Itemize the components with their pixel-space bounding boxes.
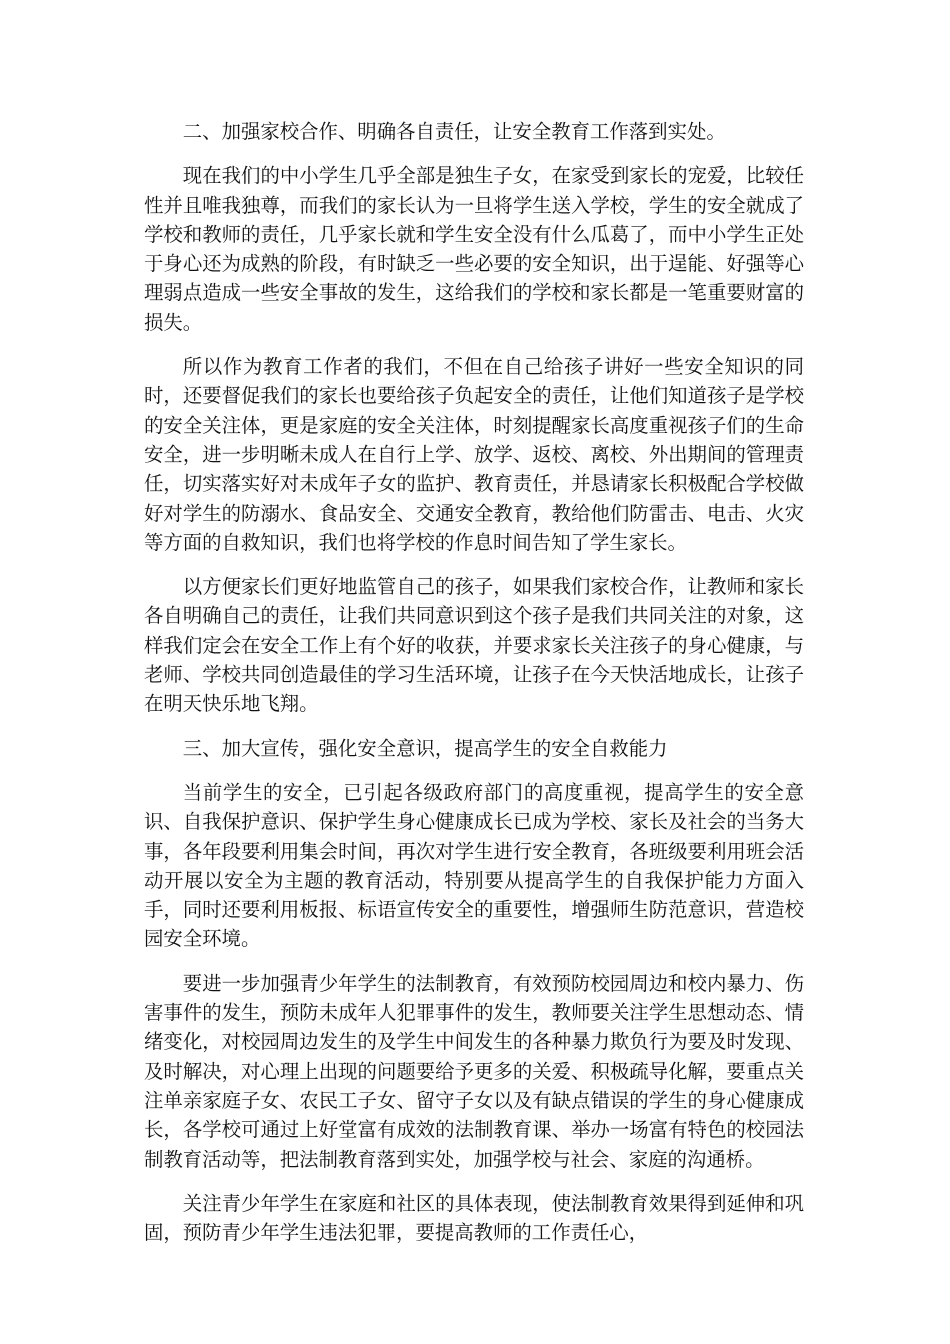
paragraph: 关注青少年学生在家庭和社区的具体表现，使法制教育效果得到延伸和巩固，预防青少年学生违法犯罪，要提高教师的工作责任心， (144, 1191, 804, 1245)
paragraph: 要进一步加强青少年学生的法制教育，有效预防校园周边和校内暴力、伤害事件的发生，预防未成年人犯罪事件的发生，教师要关注学生思想动态、情绪变化，对校园周边发生的及学生中间发生的各种暴力欺负行为要及时发现、及时解决，对心理上出现的问题要给予更多的关爱、积极疏导化解，要重点关注单亲家庭子女、农民工子女、留守子女以及有缺点错误的学生的身心健康成长，各学校可通过上好堂富有成效的法制教育课、举办一场富有特色的校园法制教育活动等，把法制教育落到实处，加强学校与社会、家庭的沟通桥。 (144, 971, 804, 1171)
document-body (144, 117, 804, 1262)
paragraph: 以方便家长们更好地监管自己的孩子，如果我们家校合作，让教师和家长各自明确自己的责任，让我们共同意识到这个孩子是我们共同关注的对象，这样我们定会在安全工作上有个好的收获，并要求家长关注孩子的身心健康，与老师、学校共同创造最佳的学习生活环境，让孩子在今天快活地成长，让孩子在明天快乐地飞翔。 (144, 575, 804, 716)
section-heading-3: 三、加大宣传，强化安全意识，提高学生的安全自救能力 (182, 736, 668, 760)
section-heading-2: 二、加强家校合作、明确各自责任，让安全教育工作落到实处。 (182, 120, 726, 143)
paragraph: 所以作为教育工作者的我们，不但在自己给孩子讲好一些安全知识的同时，还要督促我们的家长也要给孩子负起安全的责任，让他们知道孩子是学校的安全关注体，更是家庭的安全关注体，时刻提醒家长高度重视孩子们的生命安全，进一步明晰未成人在自行上学、放学、返校、离校、外出期间的管理责任，切实落实好对未成年子女的监护、教育责任，并恳请家长积极配合学校做好对学生的防溺水、食品安全、交通安全教育，教给他们防雷击、电击、火灾等方面的自救知识，我们也将学校的作息时间告知了学生家长。 (144, 355, 804, 554)
paragraph: 现在我们的中小学生几乎全部是独生子女，在家受到家长的宠爱，比较任性并且唯我独尊，而我们的家长认为一旦将学生送入学校，学生的安全就成了学校和教师的责任，几乎家长就和学生安全没有什么瓜葛了，而中小学生正处于身心还为成熟的阶段，有时缺乏一些必要的安全知识，出于逞能、好强等心理弱点造成一些安全事故的发生，这给我们的学校和家长都是一笔重要财富的损失。 (144, 164, 804, 334)
paragraph: 当前学生的安全，已引起各级政府部门的高度重视，提高学生的安全意识、自我保护意识、保护学生身心健康成长已成为学校、家长及社会的当务大事，各年段要利用集会时间，再次对学生进行安全教育，各班级要利用班会活动开展以安全为主题的教育活动，特别要从提高学生的自我保护能力方面入手，同时还要利用板报、标语宣传安全的重要性，增强师生防范意识，营造校园安全环境。 (144, 780, 804, 951)
